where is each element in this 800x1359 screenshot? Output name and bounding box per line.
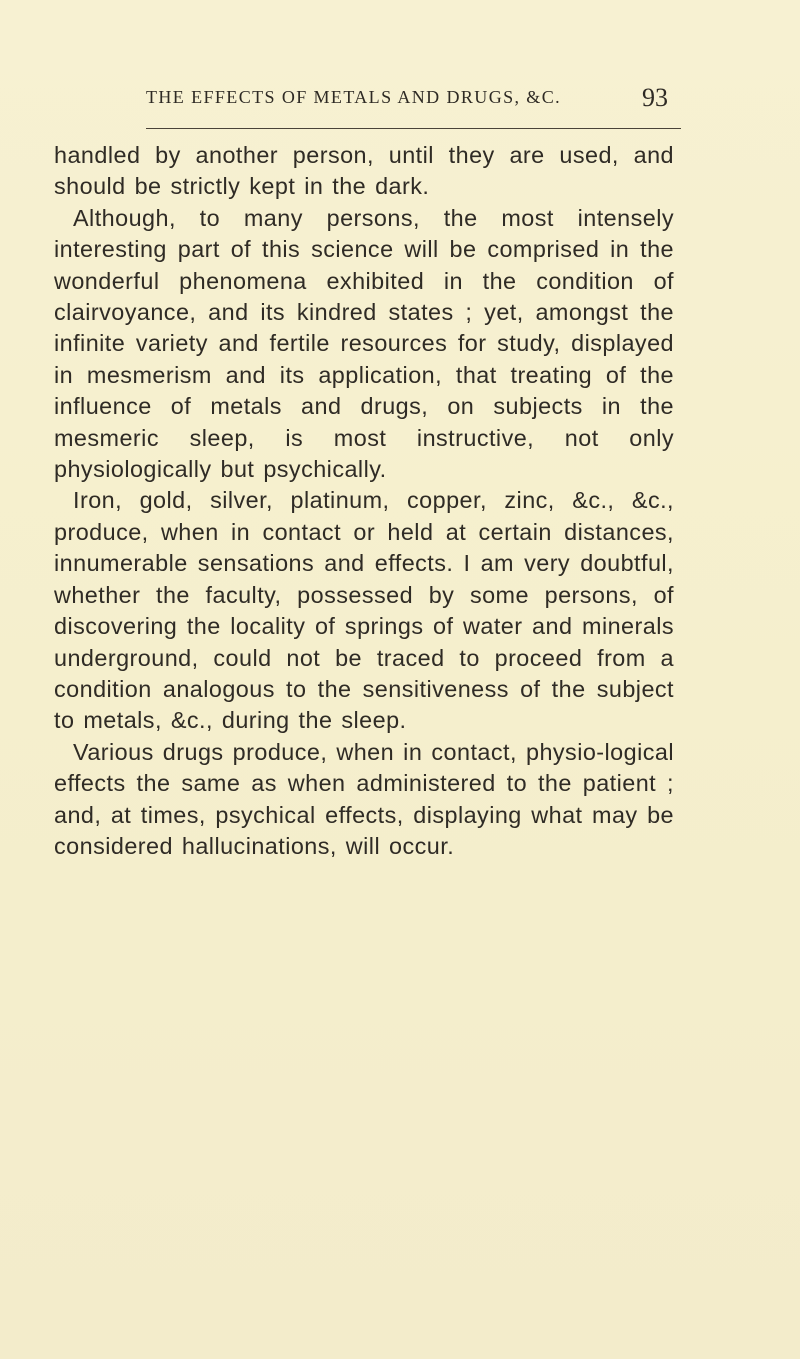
paragraph-2: Although, to many persons, the most intensely interesting part of this science will be comprised in the wonderful phenomena exhibited in the condition of clairvoyance, and its kindred states ; yet, amongst the infinite variety and fertile resources for study, displayed in mesmerism and its application, that treating of the influence of metals and drugs, on subjects in the mesmeric sleep, is most instructive, not only physiologically but psychically.: [54, 204, 674, 483]
paragraph-3: Iron, gold, silver, platinum, copper, zinc, &c., &c., produce, when in contact or held at certain distances, innumerable sensations and effects. I am very doubtful, whether the faculty, possessed by some persons, of discovering the locality of springs of water and minerals underground, could not be traced to proceed from a condition analogous to the sensitiveness of the subject to metals, &c., during the sleep.: [54, 487, 674, 734]
running-title: THE EFFECTS OF METALS AND DRUGS, &C.: [146, 87, 562, 107]
body-text: [54, 140, 674, 862]
running-head: [146, 83, 686, 116]
paragraph-4: Various drugs produce, when in contact, physio-logical effects the same as when administered to the patient ; and, at times, psychical effects, displaying what may be considered hallucinations, will occur.: [54, 738, 674, 859]
paragraph-1: handled by another person, until they are used, and should be strictly kept in the dark.: [54, 142, 674, 200]
page-number: 93: [642, 83, 668, 112]
header-rule: [146, 128, 681, 129]
